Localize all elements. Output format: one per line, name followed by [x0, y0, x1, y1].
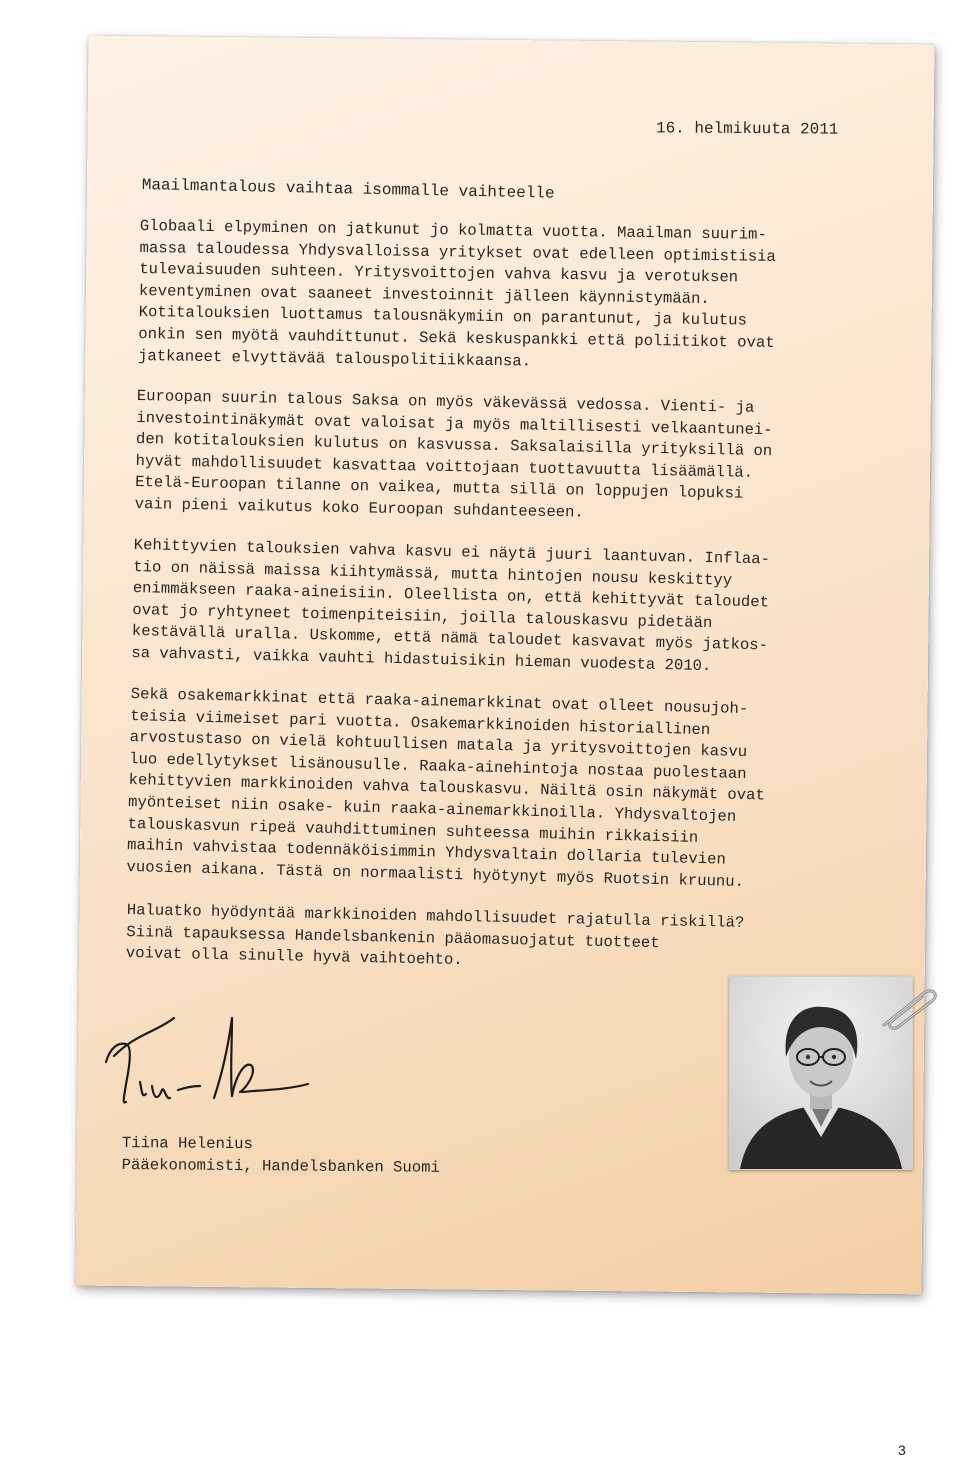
letter-date: 16. helmikuuta 2011: [655, 119, 839, 139]
handwritten-signature: [96, 1004, 316, 1124]
letter-heading: Maailmantalous vaihtaa isommalle vaihteelle: [141, 176, 555, 203]
signer-block: [122, 1133, 441, 1179]
paragraph-markets: Sekä osakemarkkinat että raaka-ainemarkkinat ovat olleet nousujoh- teisia viimeiset pari vuotta. Osakemarkkinoiden historiallinen arvostustaso on vielä kohtuullisen matala ja yritysvoittojen kasvu luo edellytykset lisänousulle. Raaka-ainehintoja nostaa puolestaan kehittyvien markkinoiden vahva talouskasvu. Näiltä osin näkymät ovat myönteiset niin osake- kuin raaka-ainemarkkinoilla. Yhdysvaltojen talouskasvun ripeä vauhdittuminen suhteessa muihin rikkaisiin maihin vahvistaa todennäköisimmin Yhdysvaltain dollaria tulevien vuosien aikana. Tästä on normaalisti hyötynyt myös Ruotsin kruunu.: [126, 684, 766, 891]
paragraph-germany: Euroopan suurin talous Saksa on myös väkevässä vedossa. Vienti- ja investointinäkymät ovat valoisat ja myös maltillisesti velkaantunei- den kotitalouksien kulutus on kasvussa. Saksalaisilla yrityksillä on hyvät mahdollisuudet kasvattaa voittojaan tuottavuutta lisäämällä. Etelä-Euroopan tilanne on vaikea, mutta sillä on loppujen lopuksi vain pieni vaikutus koko Euroopan suhdanteeseen.: [134, 386, 773, 522]
paperclip-icon: [880, 985, 940, 1031]
paragraph-emerging-markets: Kehittyvien talouksien vahva kasvu ei näytä juuri laantuvan. Inflaa- tio on näissä maissa kiihtymässä, mutta hintojen nousu keskittyy enimmäkseen raaka-aineisiin. Oleellista on, että kehittyvät taloudet ovat jo ryhtyneet toimenpiteisiin, joilla talouskasvu pidetään kestävällä uralla. Uskomme, että nämä taloudet kasvavat myös jatkos- sa vahvasti, vaikka vauhti hidastuisikin hieman vuodesta 2010.: [131, 535, 771, 676]
signer-name: Tiina Helenius: [121, 1134, 254, 1154]
paragraph-closing: Haluatko hyödyntää markkinoiden mahdollisuudet rajatulla riskillä? Siinä tapauksessa Handelsbankenin pääomasuojatut tuotteet voivat olla sinulle hyvä vaihtoehto.: [125, 900, 745, 970]
page-number: 3: [898, 1442, 906, 1458]
signer-title: Pääekonomisti, Handelsbanken Suomi: [121, 1155, 440, 1177]
paragraph-global-recovery: Globaali elpyminen on jatkunut jo kolmatta vuotta. Maailman suurim- massa taloudessa Yhdysvalloissa yritykset ovat edelleen optimistisia tulevaisuuden suhteen. Yritysvoittojen vahva kasvu ja verotuksen keventyminen ovat saaneet investoinnit jälleen käynnistymään. Kotitalouksien luottamus talousnäkymiin on parantunut, ja kulutus onkin sen myötä vauhdittunut. Sekä keskuspankki että poliitikot ovat jatkaneet elvyttävää talouspolitiikkaansa.: [137, 216, 776, 371]
